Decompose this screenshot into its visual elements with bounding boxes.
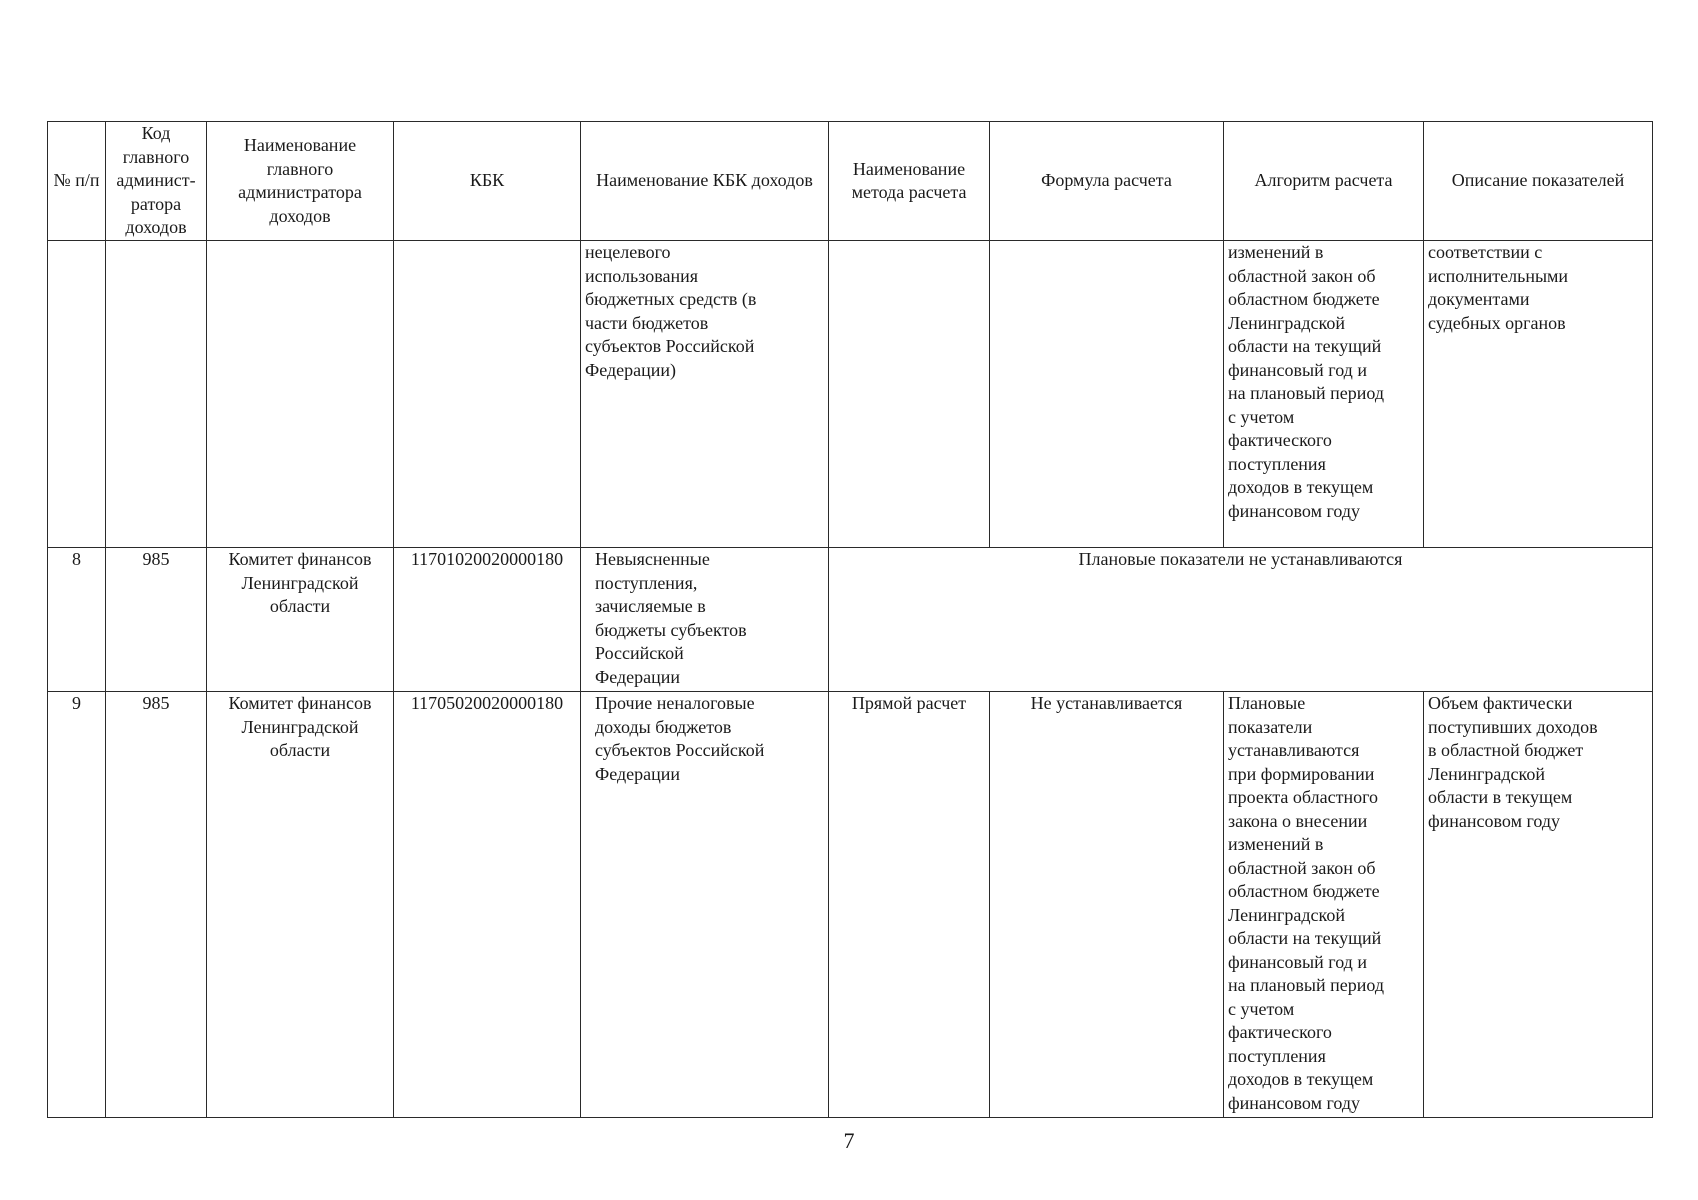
header-description: Описание показателей: [1424, 122, 1653, 241]
header-admin-code: Код главного админист-ратора доходов: [106, 122, 207, 241]
income-forecast-table: [47, 121, 1653, 1118]
cell-method: Прямой расчет: [829, 692, 990, 1118]
table-row: [48, 692, 1653, 1118]
header-kbk: КБК: [394, 122, 581, 241]
cell-kbk: 11701020020000180: [394, 548, 581, 692]
cell-kbk: 11705020020000180: [394, 692, 581, 1118]
table-header-row: [48, 122, 1653, 241]
cell-merged-note: Плановые показатели не устанавливаются: [829, 548, 1653, 692]
cell-algorithm: Плановые показатели устанавливаются при формировании проекта областного закона о внесении изменений в областной закон об областном бюджете Ленинградской области на текущий финансовый год и на плановый период с учетом фактического поступления доходов в текущем финансовом году: [1224, 692, 1424, 1118]
header-num: № п/п: [48, 122, 106, 241]
cell-num: [48, 241, 106, 548]
table-row-continuation: [48, 241, 1653, 548]
page-number: 7: [843, 1128, 855, 1153]
cell-kbk: [394, 241, 581, 548]
header-formula: Формула расчета: [990, 122, 1224, 241]
cell-admin-name: Комитет финансов Ленинградской области: [207, 548, 394, 692]
cell-algorithm: изменений в областной закон об областном бюджете Ленинградской области на текущий финансовый год и на плановый период с учетом фактического поступления доходов в текущем финансовом году: [1224, 241, 1424, 548]
header-kbk-name: Наименование КБК доходов: [581, 122, 829, 241]
cell-formula: [990, 241, 1224, 548]
cell-description: Объем фактически поступивших доходов в областной бюджет Ленинградской области в текущем финансовом году: [1424, 692, 1653, 1118]
cell-admin-code: 985: [106, 548, 207, 692]
cell-admin-name: [207, 241, 394, 548]
table-row: [48, 548, 1653, 692]
cell-num: 8: [48, 548, 106, 692]
cell-admin-code: [106, 241, 207, 548]
cell-kbk-name: Невыясненные поступления, зачисляемые в бюджеты субъектов Российской Федерации: [581, 548, 829, 692]
header-algorithm: Алгоритм расчета: [1224, 122, 1424, 241]
cell-formula: Не устанавливается: [990, 692, 1224, 1118]
cell-num: 9: [48, 692, 106, 1118]
cell-kbk-name: нецелевого использования бюджетных средств (в части бюджетов субъектов Российской Федерации): [581, 241, 829, 548]
header-admin-name: Наименование главного администратора доходов: [207, 122, 394, 241]
cell-method: [829, 241, 990, 548]
cell-admin-code: 985: [106, 692, 207, 1118]
header-method: Наименование метода расчета: [829, 122, 990, 241]
cell-admin-name: Комитет финансов Ленинградской области: [207, 692, 394, 1118]
cell-kbk-name: Прочие неналоговые доходы бюджетов субъектов Российской Федерации: [581, 692, 829, 1118]
cell-description: соответствии с исполнительными документами судебных органов: [1424, 241, 1653, 548]
